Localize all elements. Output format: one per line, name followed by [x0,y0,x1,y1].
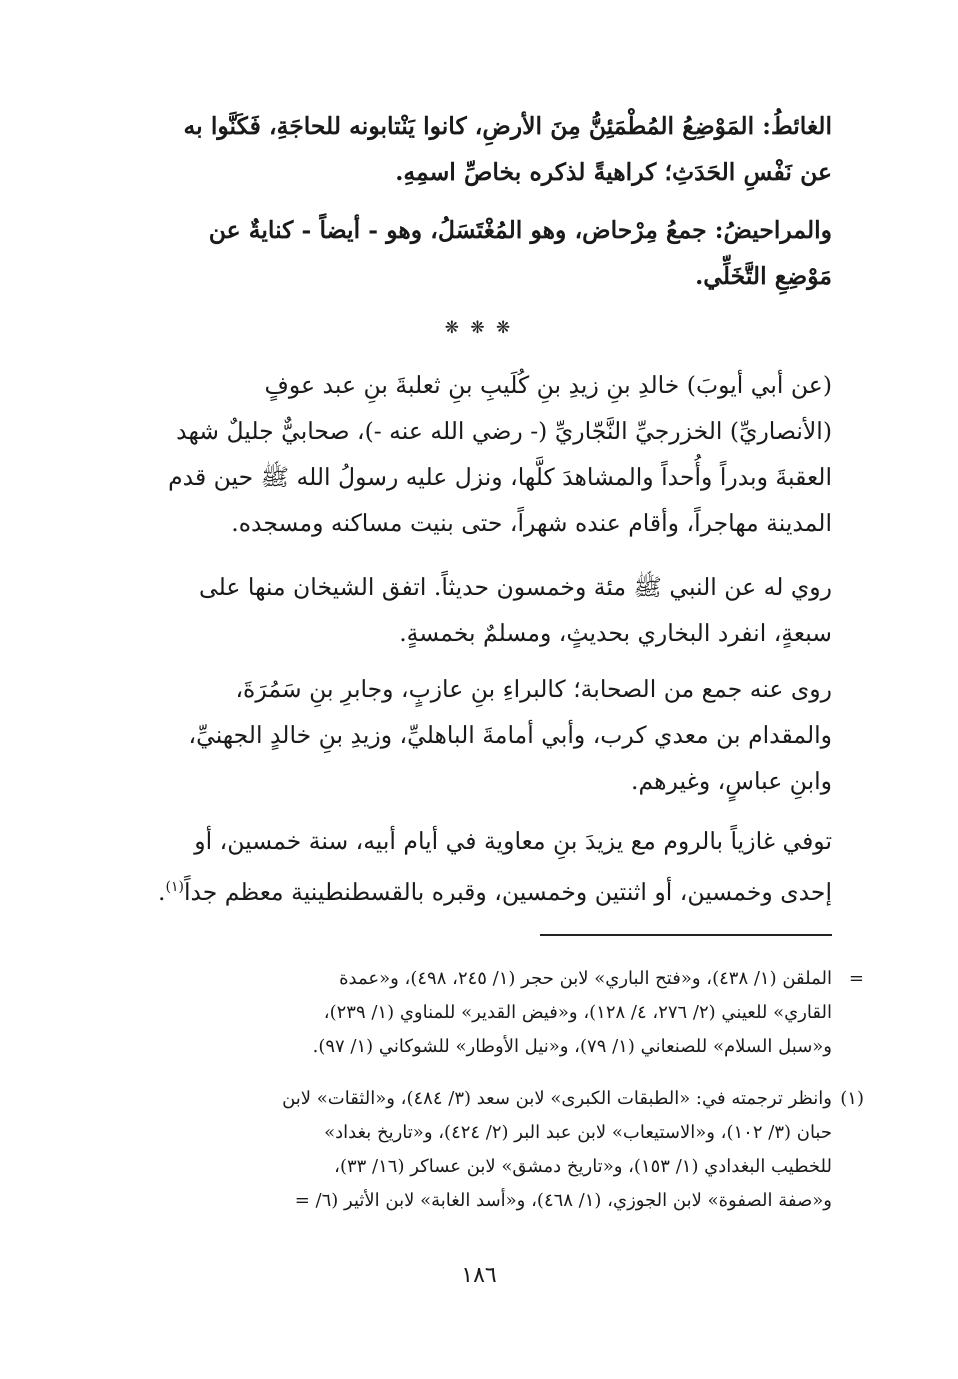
text-line: الغائطُ: المَوْضِعُ المُطْمَئِنُّ مِنَ الأرضِ، كانوا يَنْتابونه للحاجَةِ، فَكَنَّوا به [183,112,832,140]
biography-paragraph-narrators [122,666,832,804]
text-line: وانظر ترجمته في: «الطبقات الكبرى» لابن سعد (٣/ ٤٨٤)، و«الثقات» لابن [282,1088,832,1109]
text-line: مَوْضِعِ التَّخَلِّي. [695,262,832,290]
section-separator: ❋ ❋ ❋ [444,318,514,338]
text-segment: إحدى وخمسين، أو اثنتين وخمسين، وقبره بالقسطنطينية معظم جداً [183,877,832,906]
text-line: عن نَفْسِ الحَدَثِ؛ كراهيةً لذكره بخاصِّ اسمِهِ. [395,158,832,186]
biography-paragraph-intro [122,362,832,546]
continuation-marker: = [848,968,864,989]
text-line [122,864,832,915]
text-line: (الأنصاريِّ) الخزرجيِّ النَّجّاريِّ (- رضي الله عنه -)، صحابيٌّ جليلٌ شهد [176,417,832,445]
text-line: روى عنه جمع من الصحابة؛ كالبراءِ بنِ عازبٍ، وجابرِ بنِ سَمُرَةَ، [235,675,832,703]
text-line: الملقن (١/ ٤٣٨)، و«فتح الباري» لابن حجر (١/ ٢٤٥، ٤٩٨)، و«عمدة [339,968,832,989]
text-line: حبان (٣/ ١٠٢)، و«الاستيعاب» لابن عبد البر (٢/ ٤٢٤)، و«تاريخ بغداد» [324,1122,832,1143]
text-line: والمراحيضُ: جمعُ مِرْحاض، وهو المُغْتَسَلُ، وهو - أيضاً - كنايةٌ عن [208,216,832,244]
biography-paragraph-death [122,818,832,915]
page-number: ١٨٦ [461,1263,497,1288]
footnote-divider [540,934,832,936]
text-line: (عن أبي أيوبَ) خالدِ بنِ زيدِ بنِ كُلَيبِ بنِ ثعلبةَ بنِ عبد عوفٍ [264,371,832,399]
footnote-1 [122,1082,864,1218]
footnote-reference[interactable]: (١) [165,879,184,895]
glossary-paragraph-ghaait [122,103,832,195]
footnote-number: (١) [840,1088,864,1109]
text-segment: . [157,877,166,906]
text-line: المدينة مهاجراً، وأقام عنده شهراً، حتى بنيت مساكنه ومسجده. [231,509,832,537]
text-line: و«صفة الصفوة» لابن الجوزي، (١/ ٤٦٨)، و«أسد الغابة» لابن الأثير (٦/ = [294,1190,832,1211]
text-line: والمقدام بن معدي كرب، وأبي أمامةَ الباهليِّ، وزيدِ بنِ خالدٍ الجهنيِّ، [188,721,832,749]
footnote-continuation [122,962,864,1064]
biography-paragraph-hadith-count [122,564,832,656]
glossary-paragraph-marahid [122,207,832,299]
text-line: للخطيب البغدادي (١/ ١٥٣)، و«تاريخ دمشق» لابن عساكر (١٦/ ٣٣)، [334,1156,832,1177]
text-line: روي له عن النبي ﷺ مئة وخمسون حديثاً. اتفق الشيخان منها على [199,573,832,601]
text-line: القاري» للعيني (٢/ ٢٧٦، ٤/ ١٢٨)، و«فيض القدير» للمناوي (١/ ٢٣٩)، [323,1002,832,1023]
text-line: وابنِ عباسٍ، وغيرهم. [631,767,832,795]
text-line: سبعةٍ، انفرد البخاري بحديثٍ، ومسلمٌ بخمسةٍ. [399,619,832,647]
text-line: العقبةَ وبدراً وأُحداً والمشاهدَ كلَّها، ونزل عليه رسولُ الله ﷺ حين قدم [168,463,832,491]
text-line: توفي غازياً بالروم مع يزيدَ بنِ معاوية في أيام أبيه، سنة خمسين، أو [194,827,832,855]
text-line: و«سبل السلام» للصنعاني (١/ ٧٩)، و«نيل الأوطار» للشوكاني (١/ ٩٧). [312,1036,832,1057]
